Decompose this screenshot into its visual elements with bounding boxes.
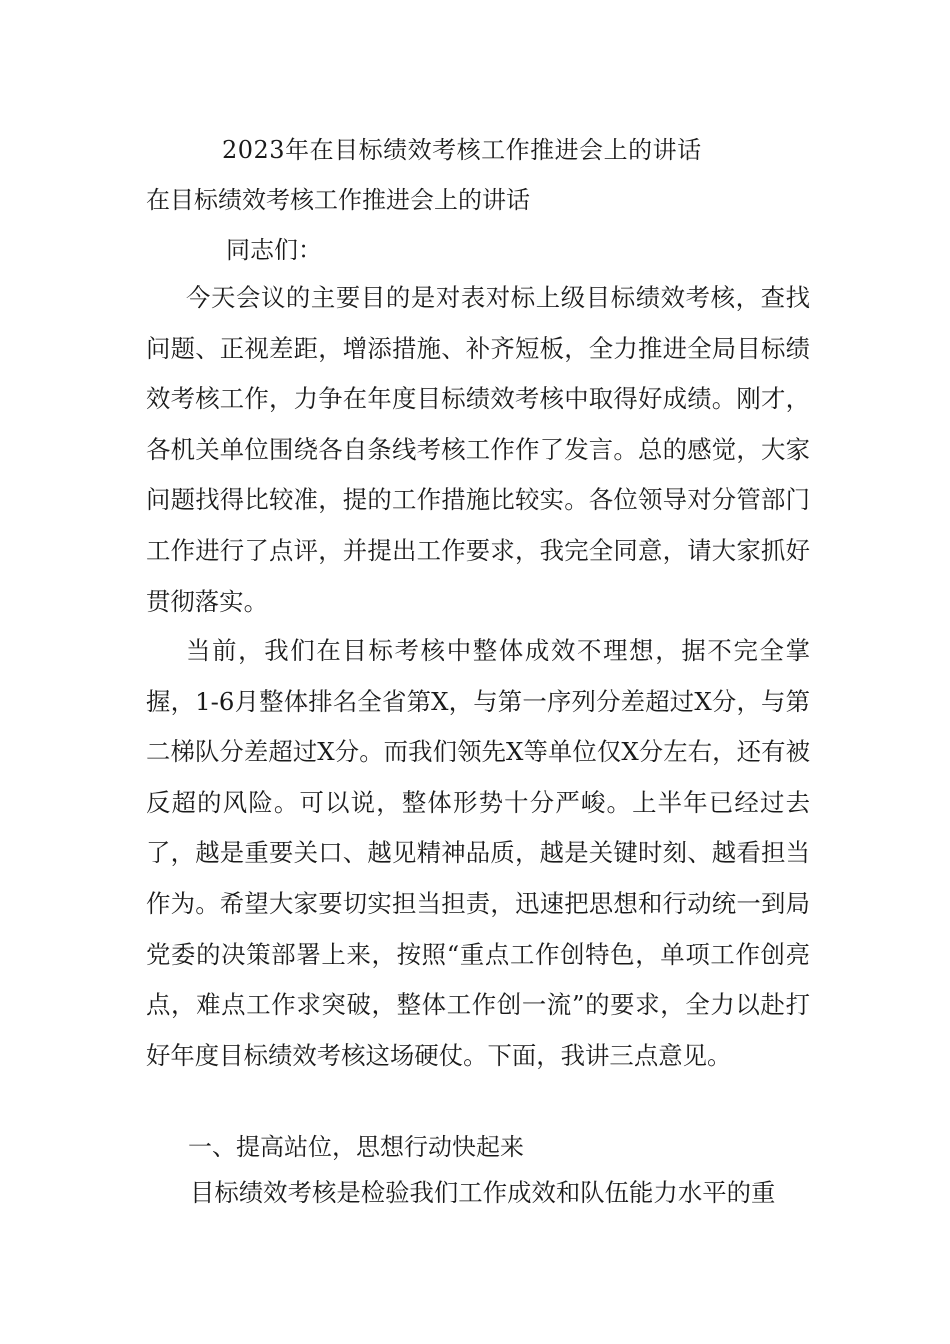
document-subtitle: 在目标绩效考核工作推进会上的讲话: [146, 186, 530, 214]
section-heading-1: 一、提高站位，思想行动快起来: [188, 1133, 524, 1161]
section-1-paragraph: 目标绩效考核是检验我们工作成效和队伍能力水平的重: [190, 1178, 776, 1207]
paragraph-intro: 今天会议的主要目的是对表对标上级目标绩效考核，查找问题、正视差距，增添措施、补齐短板，全力推进全局目标绩效考核工作，力争在年度目标绩效考核中取得好成绩。刚才，各机关单位围绕各自条线考核工作作了发言。总的感觉，大家问题找得比较准，提的工作措施比较实。各位领导对分管部门工作进行了点评，并提出工作要求，我完全同意，请大家抓好贯彻落实。: [146, 283, 810, 616]
paragraph-situation: 当前，我们在目标考核中整体成效不理想，据不完全掌握，1-6月整体排名全省第X，与第一序列分差超过X分，与第二梯队分差超过X分。而我们领先X等单位仅X分左右，还有被反超的风险。可以说，整体形势十分严峻。上半年已经过去了，越是重要关口、越见精神品质，越是关键时刻、越看担当作为。希望大家要切实担当担责，迅速把思想和行动统一到局党委的决策部署上来，按照“重点工作创特色，单项工作创亮点，难点工作求突破，整体工作创一流”的要求，全力以赴打好年度目标绩效考核这场硬仗。下面，我讲三点意见。: [146, 636, 810, 1070]
document-title: 2023年在目标绩效考核工作推进会上的讲话: [222, 136, 702, 164]
salutation: 同志们：: [226, 236, 322, 264]
